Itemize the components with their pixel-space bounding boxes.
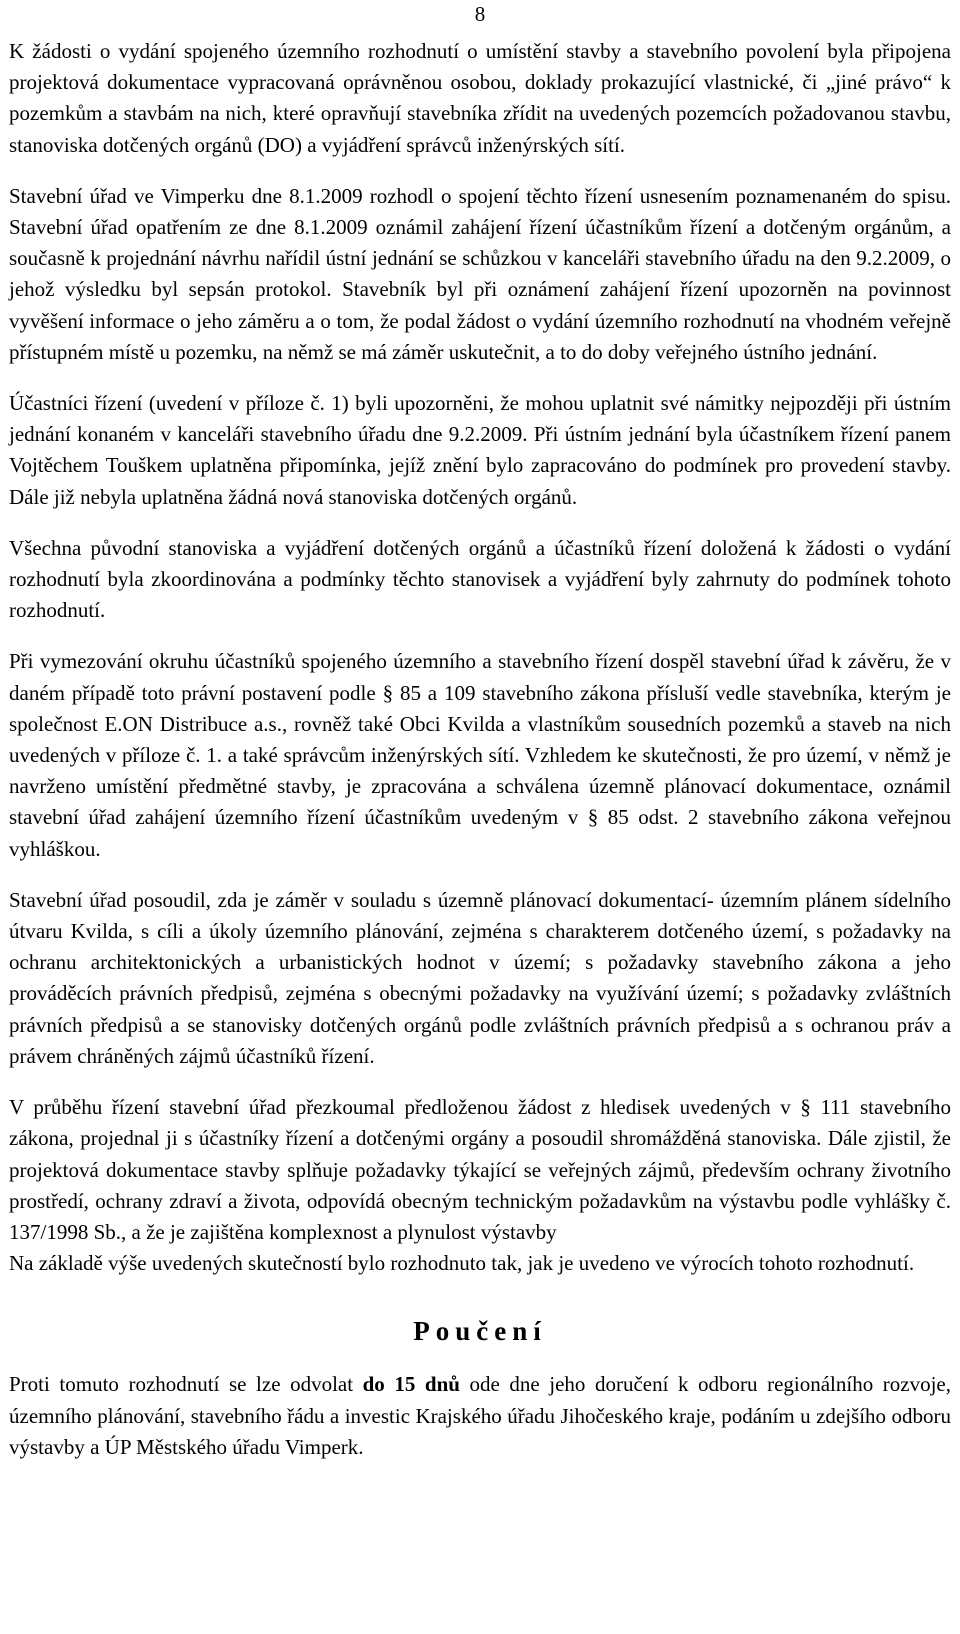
paragraph-assessment: Stavební úřad posoudil, zda je záměr v souladu s územně plánovací dokumentací- územním plánem sídelního útvaru Kvilda, s cíli a úkoly územního plánování, zejména s charakterem dotčeného území, s požadavky na ochranu architektonických a urbanistických hodnot v území; s požadavky stavebního zákona a jeho prováděcích právních předpisů, zejména s obecnými požadavky na využívání území; s požadavky zvláštních právních předpisů a se stanovisky dotčených orgánů podle zvláštních právních předpisů a s ochranou práv a právem chráněných zájmů účastníků řízení.: [9, 887, 951, 1068]
paragraph-participants: Účastníci řízení (uvedení v příloze č. 1) byli upozorněni, že mohou uplatnit své námitky nejpozději při ústním jednání konaném v kanceláři stavebního úřadu dne 9.2.2009. Při ústním jednání byla účastníkem řízení panem Vojtěchem Touškem uplatněna připomínka, jejíž znění bylo zapracováno do podmínek pro provedení stavby. Dále již nebyla uplatněna žádná nová stanoviska dotčených orgánů.: [9, 391, 951, 509]
paragraph-appeal-instructions: [9, 1369, 951, 1463]
appeal-text-end: ode dne jeho doručení k odboru regionálního rozvoje, územního plánování, stavebního řádu a investic Krajského úřadu Jihočeského kraje, podáním u zdejšího odboru výstavby a ÚP Městského úřadu Vimperk.: [9, 1372, 951, 1459]
paragraph-application: K žádosti o vydání spojeného územního rozhodnutí o umístění stavby a stavebního povolení byla připojena projektová dokumentace vypracovaná oprávněnou osobou, doklady prokazující vlastnické, či „jiné právo“ k pozemkům a stavbám na nich, které opravňují stavebníka zřídit na uvedených pozemcích požadovanou stavbu, stanoviska dotčených orgánů (DO) a vyjádření správců inženýrských sítí.: [9, 39, 951, 157]
appeal-text-start: Proti tomuto rozhodnutí se lze odvolat: [9, 1372, 363, 1397]
document-body: [9, 36, 951, 1463]
paragraph-proceedings: Stavební úřad ve Vimperku dne 8.1.2009 rozhodl o spojení těchto řízení usnesením poznamenaném do spisu. Stavební úřad opatřením ze dne 8.1.2009 oznámil zahájení řízení účastníkům řízení a dotčeným orgánům, a současně k projednání návrhu nařídil ústní jednání se schůzkou v kanceláři stavebního úřadu na den 9.2.2009, o jehož výsledku byl sepsán protokol. Stavebník byl při oznámení zahájení řízení upozorněn na povinnost vyvěšení informace o jeho záměru a o tom, že podal žádost o vydání územního rozhodnutí na vhodném veřejně přístupném místě u pozemku, na němž se má záměr uskutečnit, a to do doby veřejného ústního jednání.: [9, 183, 951, 364]
appeal-deadline: do 15 dnů: [362, 1372, 460, 1397]
heading-pouceni: Poučení: [413, 1316, 547, 1347]
page-number: 8: [474, 2, 486, 26]
paragraph-conclusion: Na základě výše uvedených skutečností bylo rozhodnuto tak, jak je uvedeno ve výrocích tohoto rozhodnutí.: [9, 1251, 915, 1276]
paragraph-participants-scope: Při vymezování okruhu účastníků spojeného územního a stavebního řízení dospěl stavební úřad k závěru, že v daném případě toto právní postavení podle § 85 a 109 stavebního zákona přísluší vedle stavebníka, kterým je společnost E.ON Distribuce a.s., rovněž také Obci Kvilda a vlastníkům sousedních pozemků a staveb na nich uvedených v příloze č. 1. a také správcům inženýrských sítí. Vzhledem ke skutečnosti, že pro území, v němž je navrženo umístění předmětné stavby, je zpracována a schválena územně plánovací dokumentace, oznámil stavební úřad zahájení územního řízení účastníkům uvedeným v § 85 odst. 2 stavebního zákona veřejnou vyhláškou.: [9, 649, 951, 861]
paragraph-statements: Všechna původní stanoviska a vyjádření dotčených orgánů a účastníků řízení doložená k žádosti o vydání rozhodnutí byla zkoordinována a podmínky těchto stanovisek a vyjádření byly zahrnuty do podmínek tohoto rozhodnutí.: [9, 535, 951, 623]
paragraph-review: V průběhu řízení stavební úřad přezkoumal předloženou žádost z hledisek uvedených v § 111 stavebního zákona, projednal ji s účastníky řízení a dotčenými orgány a posoudil shromážděná stanoviska. Dále zjistil, že projektová dokumentace stavby splňuje požadavky týkající se veřejných zájmů, především ochrany životního prostředí, ochrany zdraví a života, odpovídá obecným technickým požadavkům na výstavbu podle vyhlášky č. 137/1998 Sb., a že je zajištěna komplexnost a plynulost výstavby: [9, 1095, 951, 1244]
